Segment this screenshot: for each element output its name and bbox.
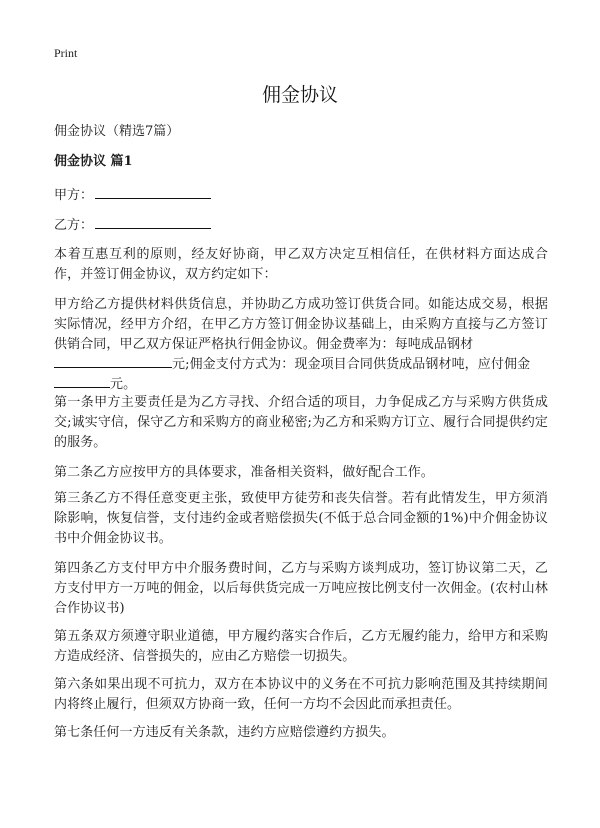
paragraph-commission-part3: 元。 xyxy=(110,377,137,392)
article-6: 第六条如果出现不可抗力，双方在本协议中的义务在不可抗力影响范围及其持续期间内将终止履行，但须双方协商一致，任何一方均不会因此而承担责任。 xyxy=(54,677,548,712)
party-a-row xyxy=(54,184,211,203)
document-subtitle: 佣金协议（精选7篇） xyxy=(54,124,180,139)
article-4: 第四条乙方支付甲方中介服务费时间，乙方与采购方谈判成功，签订协议第二天，乙方支付甲方一万吨的佣金，以后每供货完成一万吨应按比例支付一次佣金。(农村山林合作协议书) xyxy=(54,561,548,616)
paragraph-commission-part2: 元;佣金支付方式为：现金项目合同供货成品钢材吨，应付佣金 xyxy=(172,357,531,372)
intro-paragraph: 本着互惠互利的原则，经友好协商，甲乙双方决定互相信任，在供材料方面达成合作，并签订佣金协议，双方约定如下： xyxy=(54,247,548,282)
paragraph-commission-part1: 甲方给乙方提供材料供货信息，并协助乙方成功签订供货合同。如能达成交易，根据实际情况，经甲方介绍，在甲乙方方签订佣金协议基础上，由采购方直接与乙方签订供销合同，甲乙双方保证严格执行佣金协议。佣金费率为：每吨成品钢材 xyxy=(54,297,548,352)
paragraph-commission xyxy=(54,295,548,395)
document-title: 佣金协议 xyxy=(261,84,338,106)
section-title: 佣金协议 篇1 xyxy=(54,154,133,169)
print-label[interactable]: Print xyxy=(54,46,78,60)
article-3: 第三条乙方不得任意变更主张，致使甲方徒劳和丧失信誉。若有此情发生，甲方须消除影响，恢复信誉，支付违约金或者赔偿损失(不低于总合同金额的1%)中介佣金协议书中介佣金协议书。 xyxy=(54,491,548,546)
party-b-label: 乙方： xyxy=(54,218,94,233)
article-7: 第七条任何一方违反有关条款，违约方应赔偿遵约方损失。 xyxy=(54,725,395,740)
party-b-row xyxy=(54,214,211,233)
commission-amount-blank xyxy=(54,375,110,388)
party-a-label: 甲方： xyxy=(54,188,94,203)
article-1: 第一条甲方主要责任是为乙方寻找、介绍合适的项目，力争促成乙方与采购方供货成交;诚实守信，保守乙方和采购方的商业秘密;为乙方和采购方订立、履行合同提供约定的服务。 xyxy=(54,395,548,450)
party-a-blank xyxy=(95,186,211,199)
party-b-blank xyxy=(95,216,211,229)
article-2: 第二条乙方应按甲方的具体要求，准备相关资料，做好配合工作。 xyxy=(54,465,434,480)
commission-rate-blank xyxy=(54,355,172,368)
article-5: 第五条双方须遵守职业道德，甲方履约落实合作后，乙方无履约能力，给甲方和采购方造成经济、信誉损失的，应由乙方赔偿一切损失。 xyxy=(54,629,548,664)
